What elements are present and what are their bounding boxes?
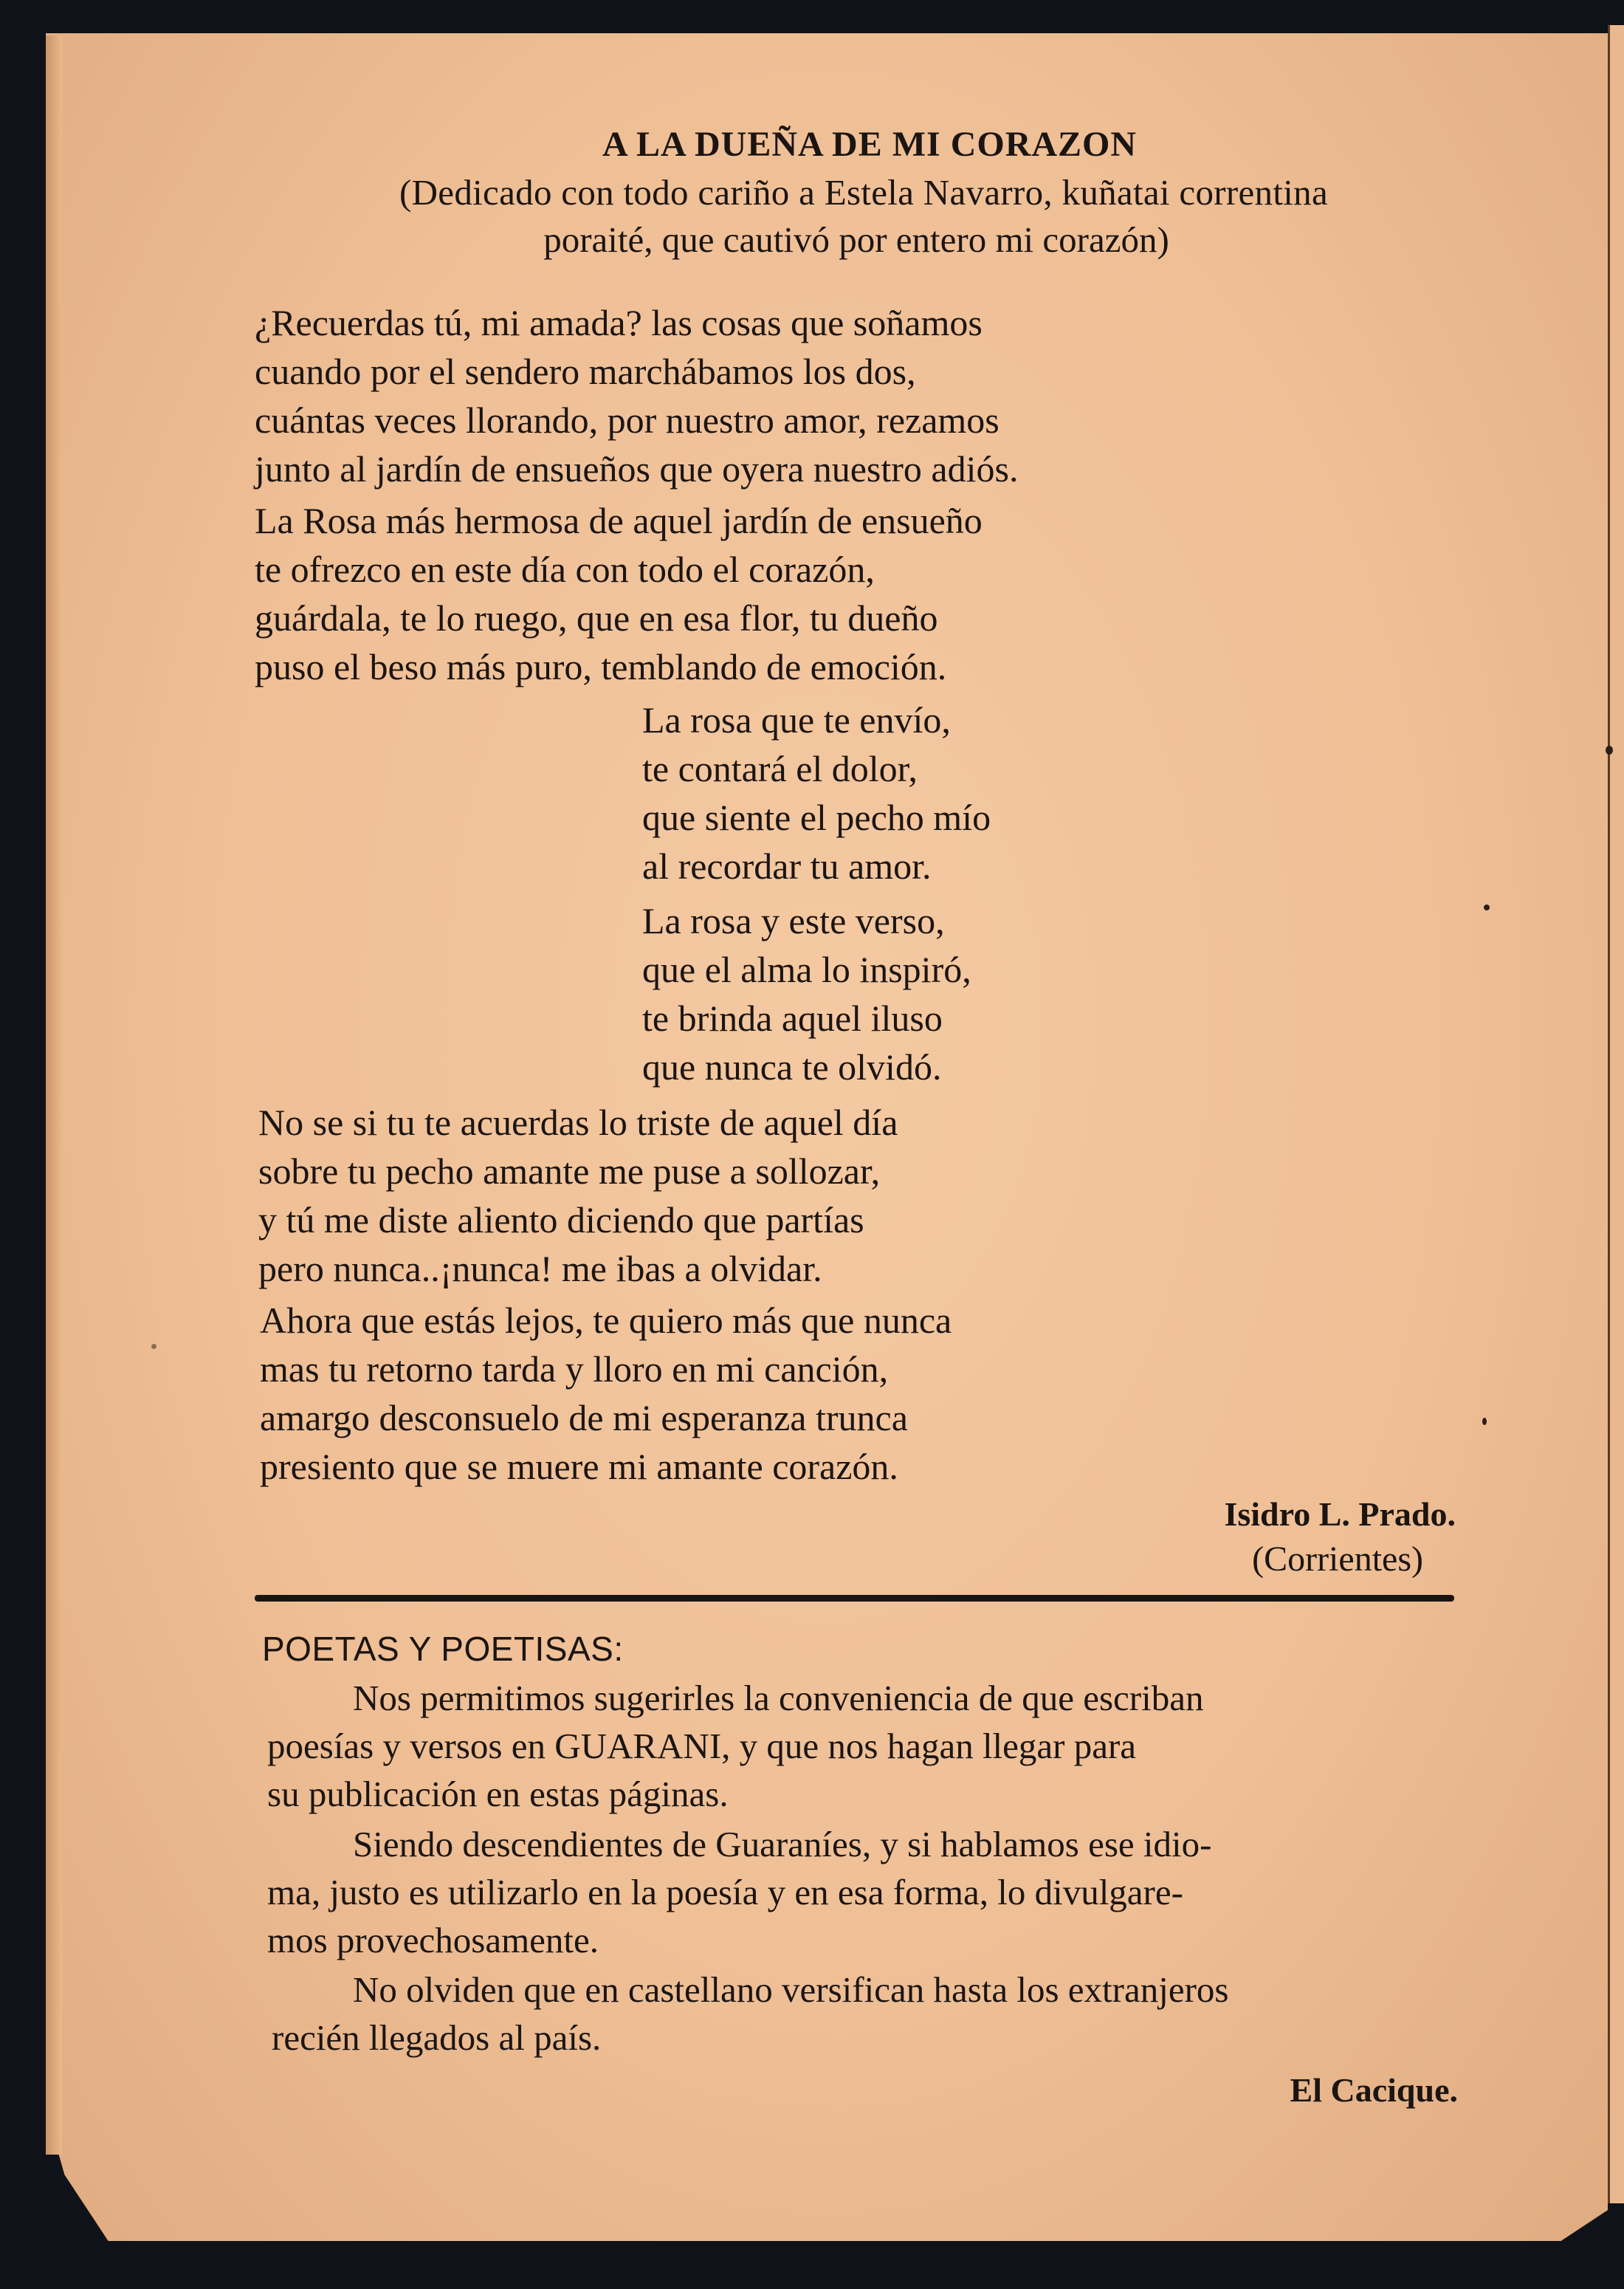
verse-line: te ofrezco en este día con todo el corazón, — [255, 549, 875, 590]
notice-signature: El Cacique. — [1290, 2071, 1458, 2109]
verse-line: te brinda aquel iluso — [642, 998, 943, 1039]
verse-line: y tú me diste aliento diciendo que partías — [258, 1199, 864, 1240]
verse-line: cuando por el sendero marchábamos los dos, — [255, 351, 916, 392]
ink-speck — [151, 1344, 156, 1349]
notice-line: mos provechosamente. — [267, 1920, 599, 1960]
notice-line: poesías y versos en GUARANI, y que nos hagan llegar para — [267, 1726, 1137, 1766]
section-divider — [255, 1595, 1454, 1602]
verse-line: presiento que se muere mi amante corazón. — [260, 1446, 898, 1487]
verse-line: La rosa y este verso, — [642, 900, 945, 941]
notice-line: No olviden que en castellano versifican hasta los extranjeros — [353, 1969, 1229, 2010]
verse-line: guárdala, te lo ruego, que en esa flor, tu dueño — [255, 597, 938, 639]
notice-line: su publicación en estas páginas. — [267, 1774, 729, 1814]
notice-line: Nos permitimos sugerirles la conveniencia de que escriban — [353, 1678, 1204, 1718]
verse-line: ¿Recuerdas tú, mi amada? las cosas que soñamos — [255, 302, 983, 343]
dedication-line: (Dedicado con todo cariño a Estela Navarro, kuñatai correntina — [399, 172, 1329, 213]
dedication-line: poraité, que cautivó por entero mi corazón) — [543, 219, 1169, 260]
verse-line: cuántas veces llorando, por nuestro amor, rezamos — [255, 399, 999, 441]
adjacent-page-edge — [1608, 25, 1624, 2203]
verse-line: Ahora que estás lejos, te quiero más que nunca — [260, 1300, 952, 1341]
notice-line: recién llegados al país. — [272, 2017, 602, 2058]
verse-line: pero nunca..¡nunca! me ibas a olvidar. — [258, 1248, 822, 1289]
verse-line: puso el beso más puro, temblando de emoción. — [255, 646, 947, 687]
verse-line: junto al jardín de ensueños que oyera nuestro adiós. — [255, 448, 1019, 490]
verse-line: mas tu retorno tarda y lloro en mi canción, — [260, 1348, 889, 1390]
ink-speck — [1484, 905, 1490, 910]
verse-line: La rosa que te envío, — [642, 699, 951, 741]
verse-line: amargo desconsuelo de mi esperanza trunca — [260, 1397, 908, 1438]
verse-line: que el alma lo inspiró, — [642, 949, 971, 990]
ink-speck — [1606, 746, 1613, 755]
poem-author: Isidro L. Prado. — [1224, 1495, 1456, 1533]
verse-line: te contará el dolor, — [642, 748, 918, 789]
notice-heading: POETAS Y POETISAS: — [262, 1630, 624, 1668]
verse-line: al recordar tu amor. — [642, 845, 932, 887]
notice-line: Siendo descendientes de Guaraníes, y si hablamos ese idio- — [353, 1824, 1212, 1864]
verse-line: que siente el pecho mío — [642, 797, 991, 838]
verse-line: que nunca te olvidó. — [642, 1046, 942, 1088]
poem-author-place: (Corrientes) — [1252, 1540, 1423, 1579]
verse-line: La Rosa más hermosa de aquel jardín de ensueño — [255, 500, 983, 541]
page-stack-edge — [46, 35, 62, 2155]
ink-speck — [1482, 1418, 1487, 1425]
poem-title: A LA DUEÑA DE MI CORAZON — [602, 125, 1138, 164]
notice-line: ma, justo es utilizarlo en la poesía y en esa forma, lo divulgare- — [267, 1872, 1183, 1912]
verse-line: No se si tu te acuerdas lo triste de aquel día — [258, 1102, 898, 1143]
verse-line: sobre tu pecho amante me puse a sollozar, — [258, 1150, 881, 1192]
